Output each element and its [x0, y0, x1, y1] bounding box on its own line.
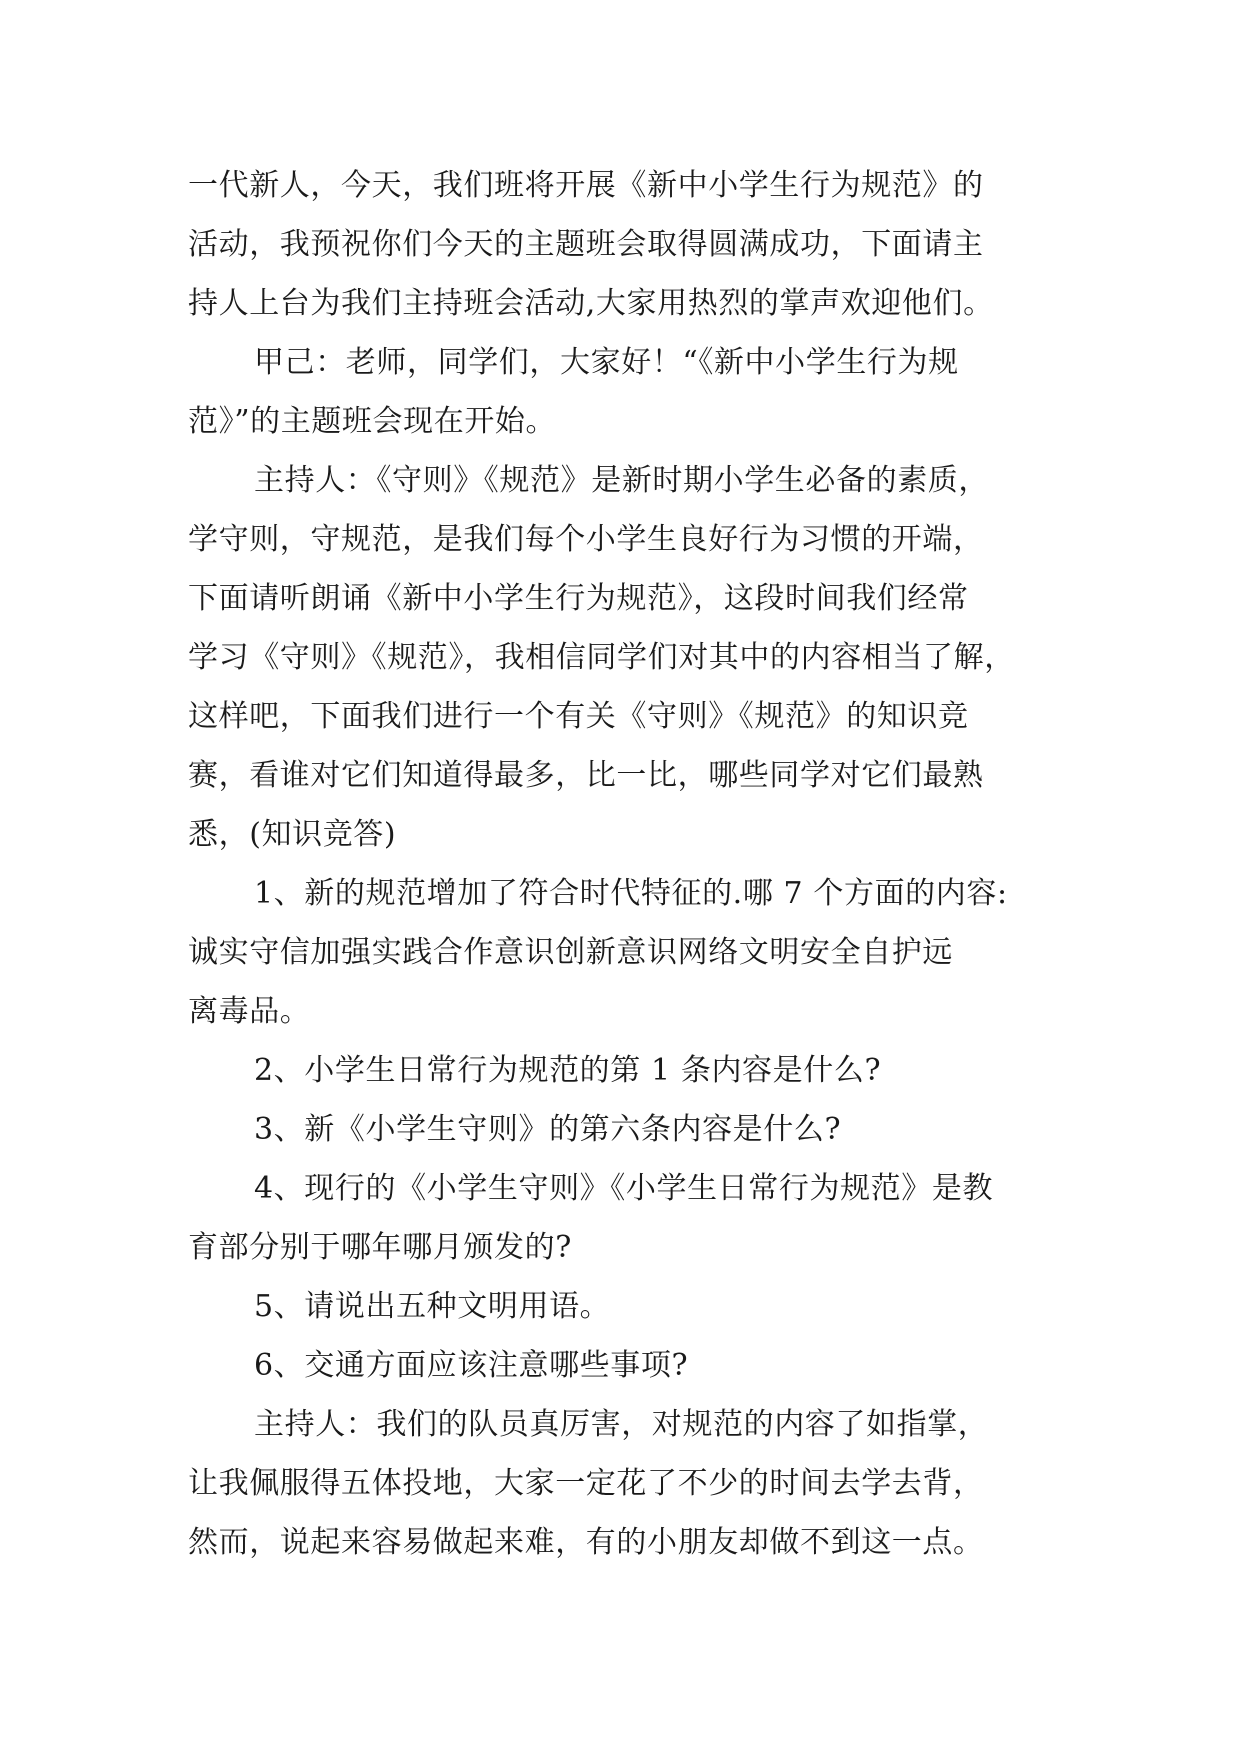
text-line: 甲己：老师，同学们，大家好！“《新中小学生行为规: [254, 345, 959, 380]
text-line: 主持人：《守则》《规范》是新时期小学生必备的素质，: [254, 463, 989, 498]
text-line: 持人上台为我们主持班会活动,大家用热烈的掌声欢迎他们。: [188, 286, 994, 321]
text-line: 这样吧，下面我们进行一个有关《守则》《规范》的知识竞: [188, 699, 969, 734]
text-line: 诚实守信加强实践合作意识创新意识网络文明安全自护远: [188, 935, 953, 970]
quiz-question: 6、交通方面应该注意哪些事项?: [254, 1348, 689, 1383]
text-line: 然而，说起来容易做起来难，有的小朋友却做不到这一点。: [188, 1525, 984, 1560]
quiz-question: 2、小学生日常行为规范的第 1 条内容是什么?: [254, 1053, 882, 1088]
text-line: 赛，看谁对它们知道得最多，比一比，哪些同学对它们最熟: [188, 758, 984, 793]
text-line: 活动，我预祝你们今天的主题班会取得圆满成功，下面请主: [188, 227, 984, 262]
text-line: 离毒品。: [188, 994, 311, 1029]
text-line: 让我佩服得五体投地，大家一定花了不少的时间去学去背，: [188, 1466, 984, 1501]
text-line: 育部分别于哪年哪月颁发的?: [188, 1230, 572, 1265]
quiz-question: 1、新的规范增加了符合时代特征的.哪 7 个方面的内容:: [254, 876, 1008, 911]
text-line: 主持人：我们的队员真厉害，对规范的内容了如指掌，: [254, 1407, 989, 1442]
text-line: 学习《守则》《规范》，我相信同学们对其中的内容相当了解，: [188, 640, 1015, 675]
text-line: 学守则，守规范，是我们每个小学生良好行为习惯的开端，: [188, 522, 984, 557]
text-line: 一代新人，今天，我们班将开展《新中小学生行为规范》的: [188, 168, 984, 203]
text-line: 范》”的主题班会现在开始。: [188, 404, 557, 439]
quiz-question: 5、请说出五种文明用语。: [254, 1289, 611, 1324]
document-page: [188, 156, 1068, 1572]
quiz-question: 4、现行的《小学生守则》《小学生日常行为规范》是教: [254, 1171, 994, 1206]
quiz-question: 3、新《小学生守则》的第六条内容是什么?: [254, 1112, 842, 1147]
text-line: 悉，(知识竞答): [188, 817, 397, 852]
text-line: 下面请听朗诵《新中小学生行为规范》，这段时间我们经常: [188, 581, 969, 616]
